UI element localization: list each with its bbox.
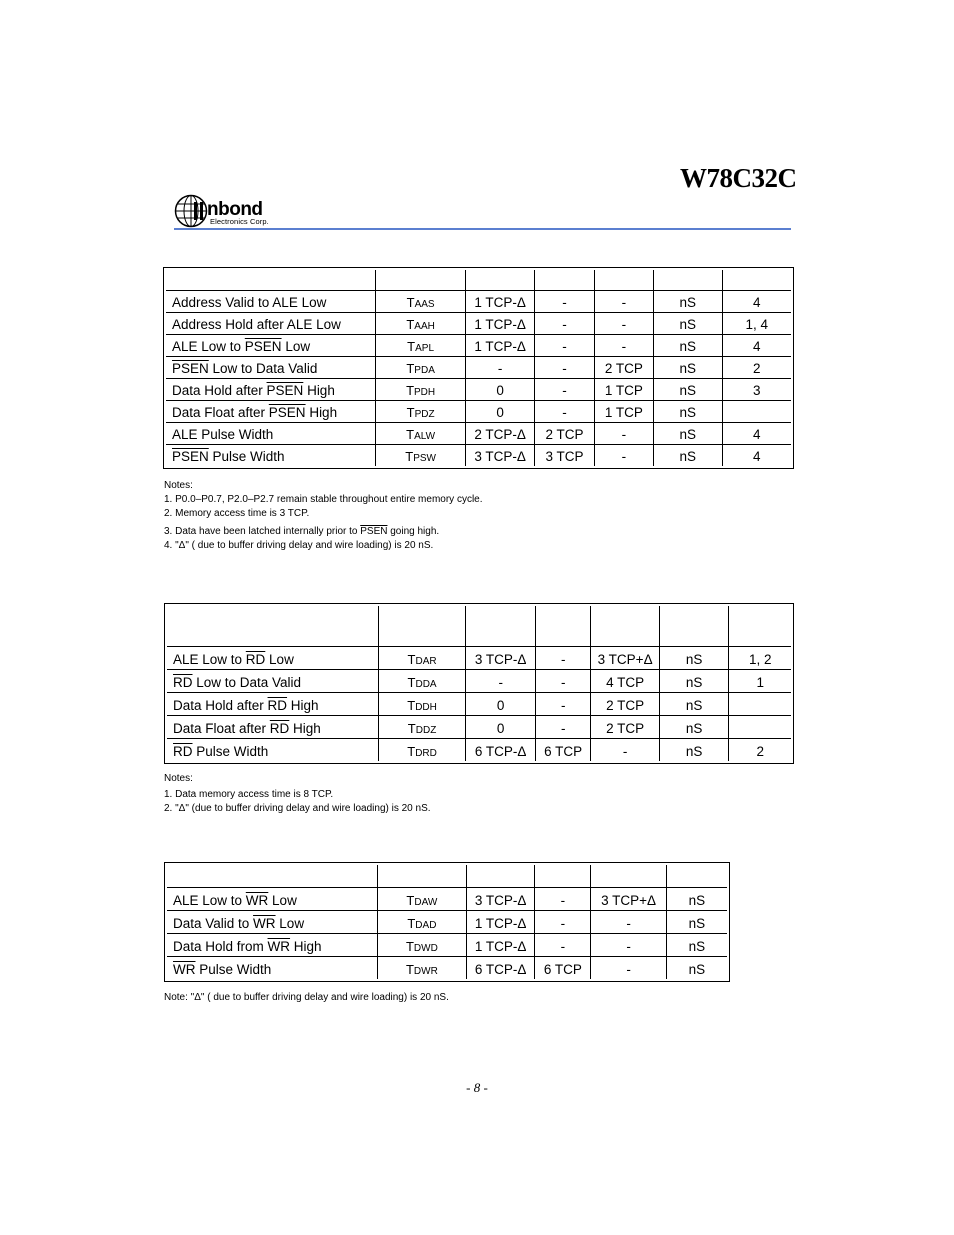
parameter-text: High xyxy=(289,721,321,736)
notes-cell: 1, 4 xyxy=(722,312,791,334)
symbol-suffix: DWR xyxy=(413,966,438,977)
parameter-cell xyxy=(166,334,375,356)
parameter-cell xyxy=(167,715,378,738)
table-row xyxy=(167,646,791,669)
table-header-row xyxy=(166,270,791,290)
parameter-text: Low to Data Valid xyxy=(192,675,302,690)
typ-cell: - xyxy=(534,290,593,312)
symbol-suffix: APL xyxy=(415,343,435,354)
symbol-cell xyxy=(375,378,465,400)
max-cell: - xyxy=(594,290,653,312)
parameter-text: ALE Low to xyxy=(172,339,245,354)
header-cell xyxy=(375,270,465,290)
page-number: - 8 - xyxy=(466,1080,488,1095)
unit-cell: nS xyxy=(659,646,729,669)
data-read-timing-table xyxy=(164,603,794,764)
note-item: 4. "Δ" ( due to buffer driving delay and wire loading) is 20 nS. xyxy=(164,540,434,551)
parameter-cell xyxy=(166,378,375,400)
unit-cell: nS xyxy=(653,378,721,400)
header-cell xyxy=(378,606,466,646)
symbol-suffix: AAH xyxy=(414,321,435,332)
min-cell: 1 TCP-Δ xyxy=(465,334,534,356)
typ-cell: 2 TCP xyxy=(534,422,593,444)
notes-heading: Notes: xyxy=(164,773,193,784)
notes-cell: 3 xyxy=(722,378,791,400)
unit-cell: nS xyxy=(659,692,729,715)
parameter-text: Low xyxy=(281,339,311,354)
min-cell: 0 xyxy=(465,400,534,422)
min-cell: 1 TCP-Δ xyxy=(465,290,534,312)
symbol-cell xyxy=(375,290,465,312)
unit-cell: nS xyxy=(653,444,721,466)
min-cell: 6 TCP-Δ xyxy=(466,956,534,979)
signal-name: $\overline{RD}$ xyxy=(173,744,193,759)
symbol-letter: T xyxy=(407,698,416,713)
parameter-text: Low to Data Valid xyxy=(208,361,318,376)
header-cell xyxy=(535,606,590,646)
typ-cell: - xyxy=(534,312,593,334)
max-cell: 2 TCP xyxy=(594,356,653,378)
min-cell: 1 TCP-Δ xyxy=(466,910,534,933)
table1-notes xyxy=(164,479,483,553)
symbol-cell xyxy=(378,669,466,692)
min-cell: 2 TCP-Δ xyxy=(465,422,534,444)
header-cell xyxy=(653,270,721,290)
typ-cell: - xyxy=(534,933,590,956)
min-cell: 3 TCP-Δ xyxy=(466,887,534,910)
symbol-cell xyxy=(375,400,465,422)
unit-cell: nS xyxy=(659,669,729,692)
table-row xyxy=(166,444,791,466)
max-cell: 3 TCP+Δ xyxy=(590,646,658,669)
typ-cell: 3 TCP xyxy=(534,444,593,466)
parameter-text: Address Hold after ALE Low xyxy=(172,317,341,332)
symbol-suffix: DDA xyxy=(415,679,437,690)
typ-cell: - xyxy=(534,887,590,910)
unit-cell: nS xyxy=(653,334,721,356)
symbol-cell xyxy=(375,356,465,378)
symbol-letter: T xyxy=(407,339,416,354)
symbol-cell xyxy=(378,738,466,761)
table3-note xyxy=(164,991,449,1005)
symbol-suffix: PDZ xyxy=(414,409,435,420)
unit-cell: nS xyxy=(666,956,727,979)
symbol-letter: T xyxy=(406,383,415,398)
signal-name: $\overline{WR}$ xyxy=(245,893,269,908)
symbol-suffix: DAW xyxy=(414,897,438,908)
min-cell: - xyxy=(465,669,535,692)
table-row xyxy=(167,669,791,692)
parameter-cell xyxy=(167,887,377,910)
header-cell xyxy=(167,865,377,887)
note-text: 3. Data have been latched internally prior to xyxy=(164,526,361,537)
parameter-cell xyxy=(166,400,375,422)
signal-name: PSEN xyxy=(244,339,282,354)
parameter-cell xyxy=(166,356,375,378)
signal-name: $\overline{WR}$ xyxy=(253,916,276,931)
typ-cell: - xyxy=(535,669,590,692)
table-row xyxy=(167,692,791,715)
parameter-text: Data Hold from xyxy=(173,939,268,954)
notes-cell: 4 xyxy=(722,422,791,444)
min-cell: 0 xyxy=(465,715,535,738)
header-cell xyxy=(666,865,727,887)
unit-cell: nS xyxy=(653,356,721,378)
min-cell: 1 TCP-Δ xyxy=(466,933,534,956)
notes-cell: 2 xyxy=(728,738,791,761)
max-cell: 2 TCP xyxy=(590,692,658,715)
table-row xyxy=(167,738,791,761)
typ-cell: - xyxy=(534,910,590,933)
parameter-text: High xyxy=(305,405,338,420)
symbol-letter: T xyxy=(406,893,415,908)
signal-name: $\overline{RD}$ xyxy=(173,675,193,690)
signal-name: $\overline{WR}$ xyxy=(267,939,291,954)
notes-cell: 2 xyxy=(722,356,791,378)
unit-cell: nS xyxy=(659,715,729,738)
typ-cell: - xyxy=(534,378,593,400)
symbol-suffix: DWD xyxy=(413,943,438,954)
notes-cell: 1 xyxy=(728,669,791,692)
header-cell xyxy=(466,865,534,887)
symbol-letter: T xyxy=(405,939,414,954)
parameter-cell xyxy=(166,290,375,312)
min-cell: 6 TCP-Δ xyxy=(465,738,535,761)
header-cell xyxy=(167,606,378,646)
parameter-text: ALE Low to xyxy=(173,652,246,667)
min-cell: 3 TCP-Δ xyxy=(465,646,535,669)
symbol-letter: T xyxy=(405,449,414,464)
signal-name: PSEN xyxy=(268,405,306,420)
parameter-text: High xyxy=(303,383,335,398)
symbol-letter: T xyxy=(407,721,416,736)
min-cell: 0 xyxy=(465,692,535,715)
symbol-cell xyxy=(377,887,466,910)
note-item: 2. Memory access time is 3 TCP. xyxy=(164,508,310,519)
typ-cell: - xyxy=(535,692,590,715)
parameter-text: Data Float after xyxy=(173,721,270,736)
symbol-suffix: DAR xyxy=(415,656,437,667)
parameter-cell xyxy=(167,646,378,669)
header-cell xyxy=(728,606,791,646)
header-cell xyxy=(534,270,593,290)
symbol-suffix: PDA xyxy=(414,365,435,376)
signal-name: PSEN xyxy=(172,449,209,464)
typ-cell: - xyxy=(534,400,593,422)
symbol-letter: T xyxy=(407,652,416,667)
max-cell: 2 TCP xyxy=(590,715,658,738)
signal-name: PSEN xyxy=(172,361,209,376)
symbol-letter: T xyxy=(406,317,415,332)
signal-name: $\overline{RD}$ xyxy=(245,652,266,667)
signal-name: PSEN xyxy=(266,383,304,398)
notes-cell xyxy=(728,715,791,738)
parameter-text: Data Hold after xyxy=(173,698,268,713)
parameter-cell xyxy=(166,422,375,444)
table-row xyxy=(167,887,727,910)
parameter-text: High xyxy=(290,939,322,954)
symbol-letter: T xyxy=(406,427,415,442)
unit-cell: nS xyxy=(653,290,721,312)
note-item: 1. Data memory access time is 8 TCP. xyxy=(164,789,334,800)
table-row xyxy=(166,400,791,422)
min-cell: 0 xyxy=(465,378,534,400)
parameter-text: Data Hold after xyxy=(172,383,267,398)
table-row xyxy=(167,956,727,979)
table-row xyxy=(166,290,791,312)
header-cell xyxy=(659,606,729,646)
unit-cell: nS xyxy=(659,738,729,761)
symbol-cell xyxy=(375,444,465,466)
header-cell xyxy=(465,606,535,646)
table-row xyxy=(167,715,791,738)
parameter-text: Low xyxy=(265,652,294,667)
symbol-letter: T xyxy=(406,361,415,376)
unit-cell: nS xyxy=(666,910,727,933)
max-cell: - xyxy=(590,738,658,761)
min-cell: - xyxy=(465,356,534,378)
note-item: 2. "Δ" (due to buffer driving delay and wire loading) is 20 nS. xyxy=(164,803,431,814)
header-rule xyxy=(174,228,791,230)
header-cell xyxy=(590,865,665,887)
symbol-suffix: DAD xyxy=(415,920,437,931)
signal-name: $\overline{RD}$ xyxy=(269,721,290,736)
table-row xyxy=(166,422,791,444)
table-row xyxy=(166,378,791,400)
data-write-timing-table xyxy=(164,862,730,982)
symbol-suffix: ALW xyxy=(414,431,436,442)
typ-cell: - xyxy=(535,715,590,738)
typ-cell: - xyxy=(534,356,593,378)
note-item: 1. P0.0–P0.7, P2.0–P2.7 remain stable throughout entire memory cycle. xyxy=(164,494,483,505)
notes-cell: 1, 2 xyxy=(728,646,791,669)
unit-cell: nS xyxy=(653,400,721,422)
parameter-cell xyxy=(166,312,375,334)
table-row xyxy=(166,356,791,378)
typ-cell: 6 TCP xyxy=(534,956,590,979)
table-header-row xyxy=(167,865,727,887)
parameter-text: ALE Low to xyxy=(173,893,246,908)
parameter-text: Data Valid to xyxy=(173,916,254,931)
max-cell: - xyxy=(594,334,653,356)
unit-cell: nS xyxy=(666,933,727,956)
symbol-letter: T xyxy=(407,744,416,759)
typ-cell: - xyxy=(534,334,593,356)
parameter-text: Low xyxy=(268,893,297,908)
notes-cell: 4 xyxy=(722,444,791,466)
note-item xyxy=(164,525,483,539)
parameter-text: High xyxy=(287,698,319,713)
symbol-cell xyxy=(377,956,466,979)
winbond-logo xyxy=(174,193,294,229)
symbol-cell xyxy=(375,334,465,356)
notes-cell xyxy=(728,692,791,715)
symbol-cell xyxy=(375,312,465,334)
parameter-cell xyxy=(167,910,377,933)
typ-cell: 6 TCP xyxy=(535,738,590,761)
notes-heading: Notes: xyxy=(164,480,193,491)
parameter-text: Address Valid to ALE Low xyxy=(172,295,327,310)
note-text: going high. xyxy=(387,526,440,537)
min-cell: 1 TCP-Δ xyxy=(465,312,534,334)
parameter-cell xyxy=(167,738,378,761)
max-cell: 3 TCP+Δ xyxy=(590,887,665,910)
parameter-text: Pulse Width xyxy=(192,744,269,759)
parameter-text: ALE Pulse Width xyxy=(172,427,274,442)
notes-cell xyxy=(722,400,791,422)
header-cell xyxy=(377,865,466,887)
document-title: W78C32C xyxy=(680,163,797,193)
max-cell: 4 TCP xyxy=(590,669,658,692)
logo-subtitle: Electronics Corp. xyxy=(210,217,269,226)
symbol-cell xyxy=(377,910,466,933)
header-cell xyxy=(534,865,590,887)
header-cell xyxy=(722,270,791,290)
parameter-cell xyxy=(167,956,377,979)
symbol-suffix: DDH xyxy=(415,702,437,713)
max-cell: - xyxy=(590,910,665,933)
symbol-cell xyxy=(377,933,466,956)
header-cell xyxy=(465,270,534,290)
parameter-cell xyxy=(167,669,378,692)
symbol-letter: T xyxy=(407,675,416,690)
unit-cell: nS xyxy=(666,887,727,910)
symbol-suffix: AAS xyxy=(414,299,435,310)
symbol-suffix: DRD xyxy=(415,748,437,759)
max-cell: - xyxy=(594,444,653,466)
max-cell: - xyxy=(590,933,665,956)
typ-cell: - xyxy=(535,646,590,669)
symbol-cell xyxy=(378,646,466,669)
symbol-suffix: PSW xyxy=(413,453,436,464)
notes-cell: 4 xyxy=(722,334,791,356)
table-row xyxy=(166,312,791,334)
symbol-suffix: PDH xyxy=(414,387,436,398)
max-cell: 1 TCP xyxy=(594,378,653,400)
symbol-suffix: DDZ xyxy=(415,725,437,736)
note-signal: PSEN xyxy=(360,526,388,537)
max-cell: - xyxy=(590,956,665,979)
parameter-cell xyxy=(166,444,375,466)
table-row xyxy=(167,910,727,933)
parameter-text: Pulse Width xyxy=(195,962,272,977)
header-cell xyxy=(166,270,375,290)
table-row xyxy=(167,933,727,956)
max-cell: 1 TCP xyxy=(594,400,653,422)
notes-cell: 4 xyxy=(722,290,791,312)
signal-name: $\overline{WR}$ xyxy=(173,962,196,977)
parameter-text: Low xyxy=(275,916,305,931)
parameter-cell xyxy=(167,933,377,956)
program-fetch-timing-table xyxy=(163,267,794,469)
unit-cell: nS xyxy=(653,422,721,444)
header-cell xyxy=(590,606,658,646)
symbol-cell xyxy=(378,692,466,715)
symbol-letter: T xyxy=(406,405,415,420)
globe-icon xyxy=(174,194,208,228)
signal-name: $\overline{RD}$ xyxy=(267,698,288,713)
unit-cell: nS xyxy=(653,312,721,334)
symbol-letter: T xyxy=(407,916,416,931)
symbol-letter: T xyxy=(405,962,414,977)
min-cell: 3 TCP-Δ xyxy=(465,444,534,466)
max-cell: - xyxy=(594,312,653,334)
max-cell: - xyxy=(594,422,653,444)
symbol-cell xyxy=(378,715,466,738)
table2-notes xyxy=(164,772,431,816)
table-row xyxy=(166,334,791,356)
table-header-row xyxy=(167,606,791,646)
parameter-text: Data Float after xyxy=(172,405,269,420)
symbol-letter: T xyxy=(406,295,415,310)
logo-wordmark: nbond xyxy=(207,199,263,220)
parameter-text: Pulse Width xyxy=(208,449,285,464)
symbol-cell xyxy=(375,422,465,444)
header-cell xyxy=(594,270,653,290)
parameter-cell xyxy=(167,692,378,715)
note-item: Note: "Δ" ( due to buffer driving delay and wire loading) is 20 nS. xyxy=(164,992,449,1003)
